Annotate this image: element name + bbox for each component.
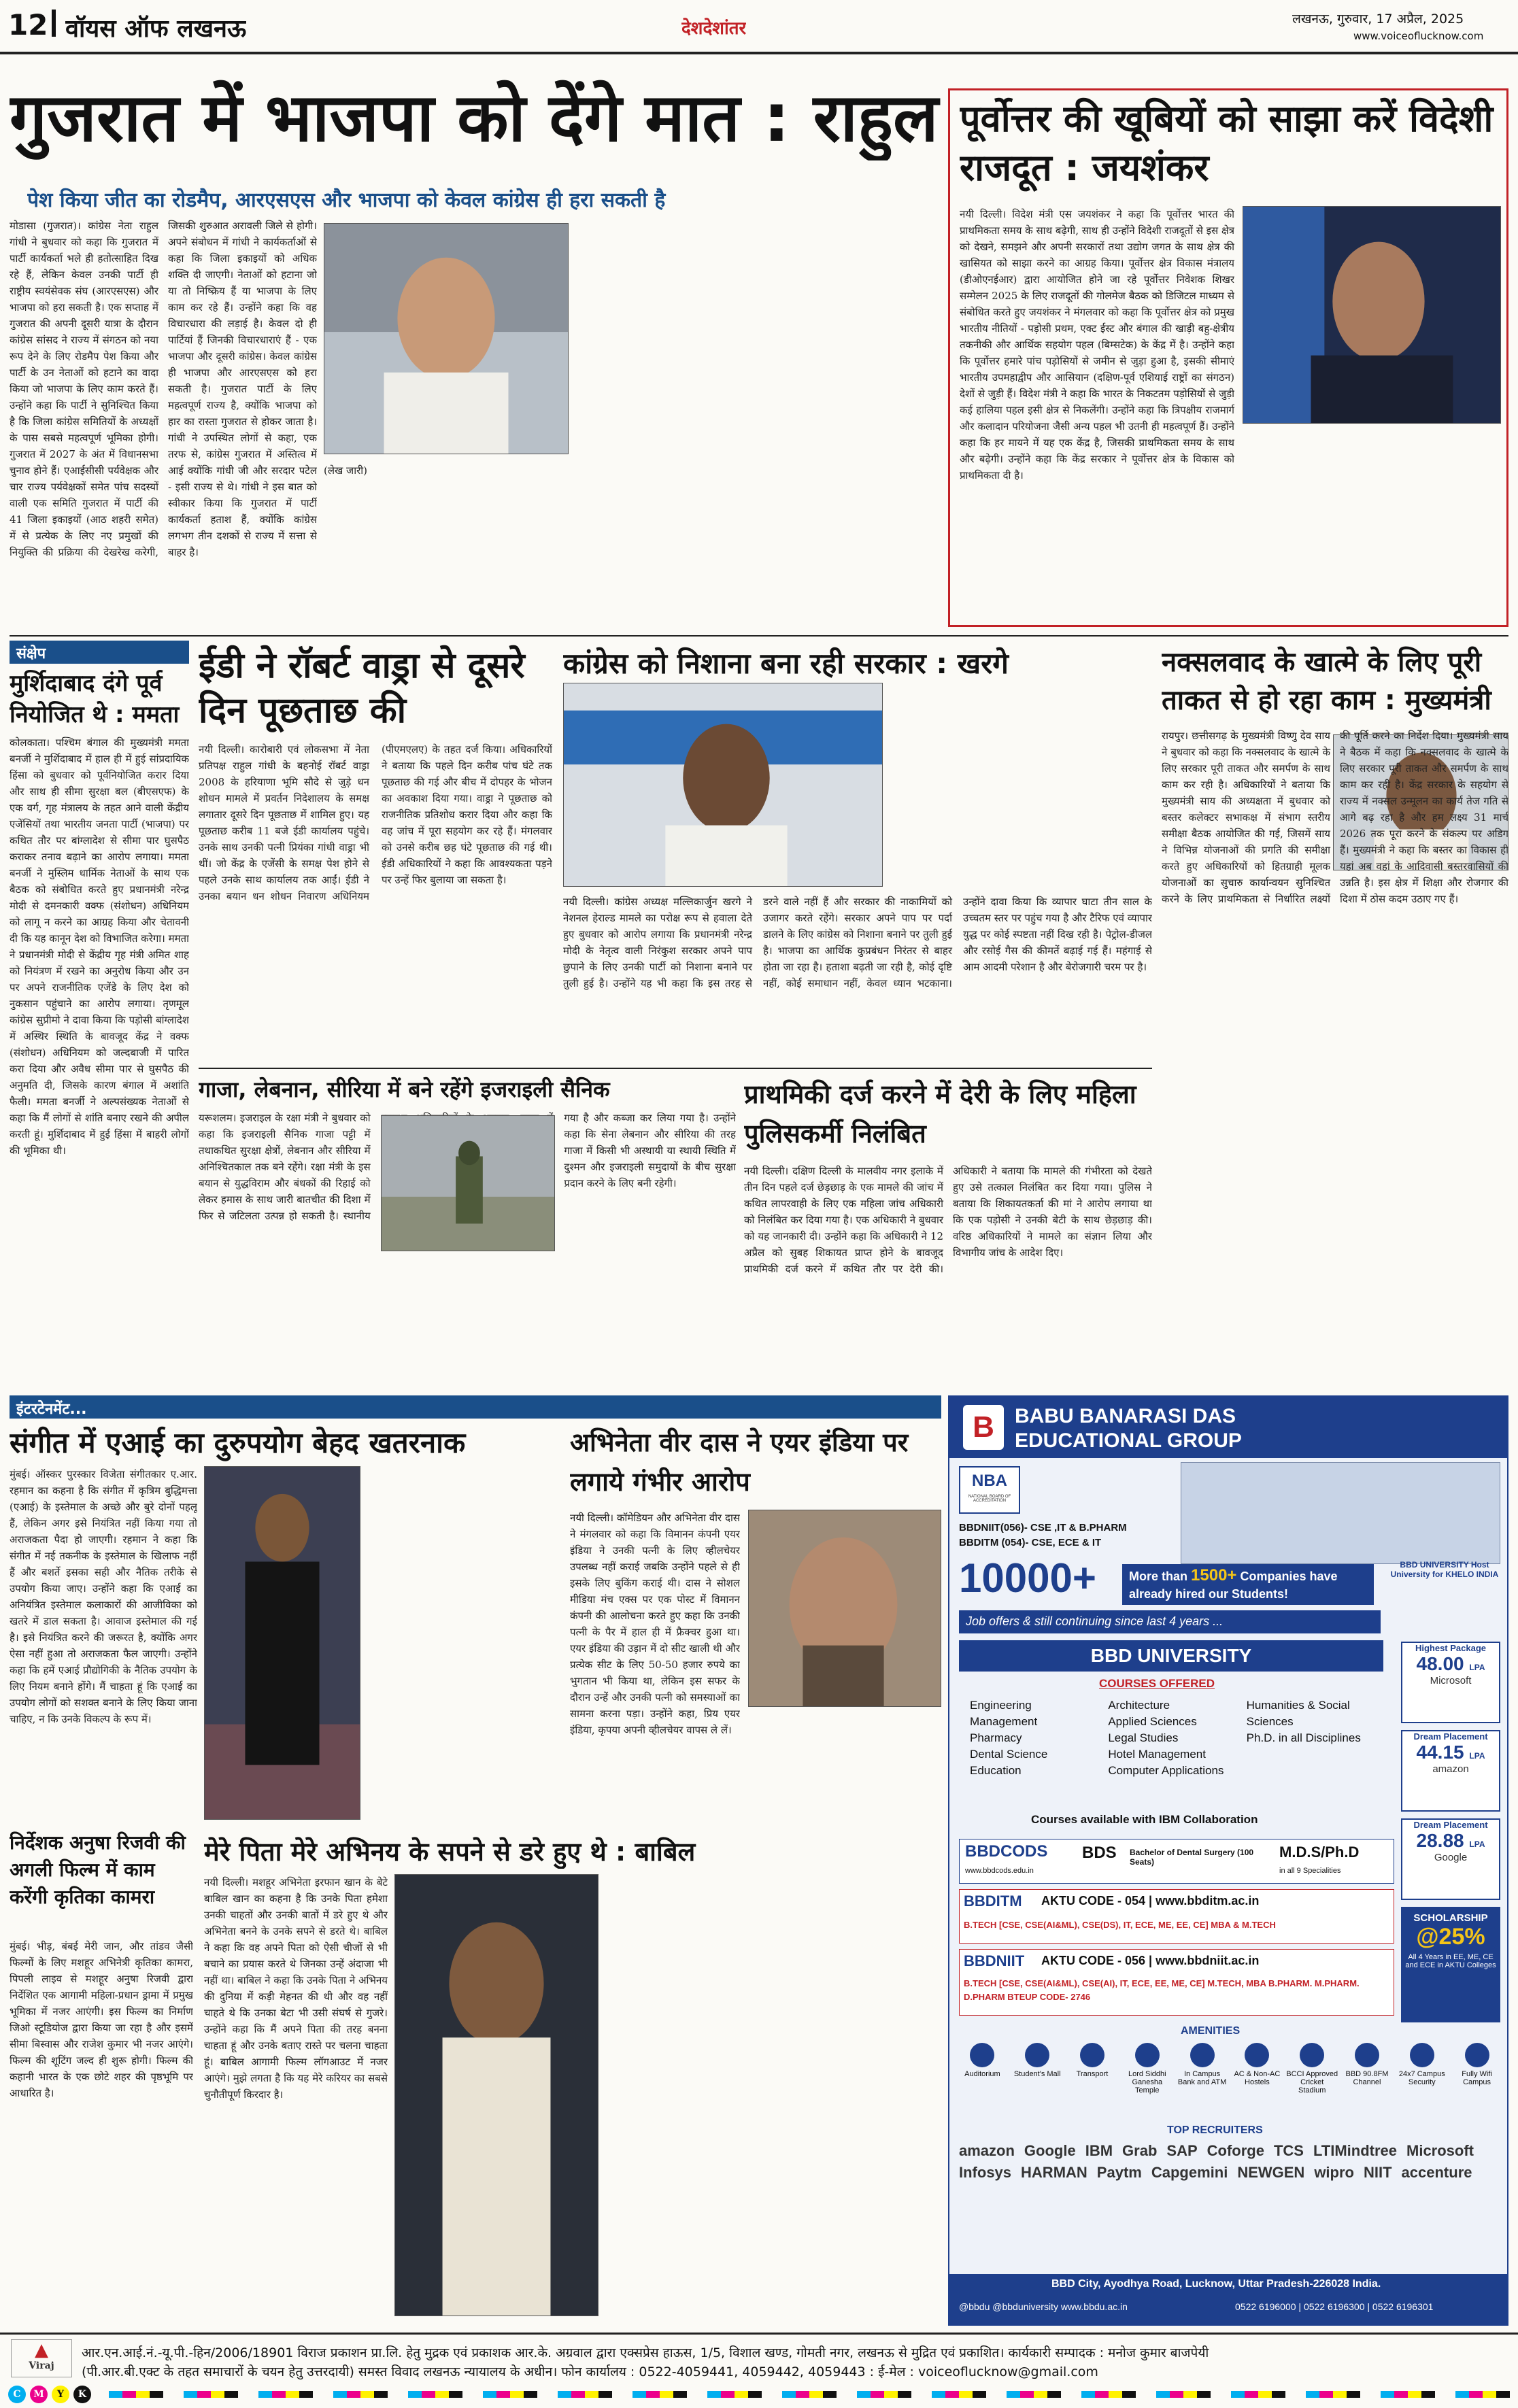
recruiter: Capgemini	[1151, 2164, 1228, 2181]
amenity-label: AC & Non-AC Hostels	[1234, 2070, 1281, 2086]
course-item: Computer Applications	[1108, 1764, 1224, 1777]
package-2-unit: LPA	[1469, 1751, 1485, 1761]
lead-body-right	[577, 218, 930, 626]
page-number: 12	[8, 8, 48, 41]
ad-more-num: 1500+	[1191, 1566, 1237, 1584]
section-name: देशदेशांतर	[681, 18, 747, 39]
recruiter: Google	[1024, 2142, 1076, 2159]
rahul-gandhi-photo	[324, 223, 569, 454]
lead-body-mid	[324, 462, 569, 626]
fir-headline: प्राथमिकी दर्ज करने में देरी के लिए महिला पुलिसकर्मी निलंबित	[744, 1079, 1136, 1149]
amenity-label: BCCI Approved Cricket Stadium	[1286, 2070, 1338, 2095]
bbd-ad[interactable]	[948, 1395, 1508, 2326]
nba-text: NBA	[972, 1472, 1007, 1490]
amenity	[1011, 2043, 1064, 2118]
masthead-site: www.voiceoflucknow.com	[1353, 30, 1484, 42]
recruiter: amazon	[959, 2142, 1015, 2159]
amenity	[1341, 2043, 1394, 2118]
cmyk-m: M	[30, 2386, 48, 2403]
footer-rule	[0, 2333, 1518, 2335]
amenity-label: Fully Wifi Campus	[1462, 2070, 1492, 2086]
amenities-list	[956, 2043, 1503, 2118]
mds-desc: in all 9 Specialities	[1279, 1867, 1341, 1875]
nba-line2: BBDITM (054)- CSE, ECE & IT	[959, 1537, 1102, 1548]
recruiters-list	[959, 2142, 1500, 2224]
amenity-icon	[1410, 2043, 1434, 2067]
bds-desc: Bachelor of Dental Surgery (100 Seats)	[1130, 1848, 1254, 1867]
babil-photo	[394, 1874, 598, 2316]
bbd-logo-icon: B	[963, 1405, 1004, 1450]
recruiter: LTIMindtree	[1313, 2142, 1397, 2159]
mds-title: M.D.S/Ph.D	[1279, 1844, 1360, 1861]
ad-address: BBD City, Ayodhya Road, Lucknow, Uttar Pradesh-226028 India.	[1051, 2278, 1381, 2290]
course-item: Hotel Management	[1108, 1748, 1206, 1761]
amenity	[1451, 2043, 1503, 2118]
jaishankar-photo	[1243, 206, 1501, 424]
ad-more1: More than	[1129, 1570, 1188, 1583]
cmyk-y: Y	[52, 2386, 69, 2403]
package-1	[1401, 1642, 1500, 1723]
ad-khelo: BBD UNIVERSITY Host University for KHELO INDIA	[1390, 1560, 1499, 1579]
soldier-photo	[381, 1115, 555, 1251]
ad-more2: Companies have already hired our Students!	[1129, 1570, 1338, 1601]
package-1-value: 48.00	[1416, 1653, 1464, 1674]
recruiter: IBM	[1085, 2142, 1113, 2159]
ad-ibm: Courses available with IBM Collaboration	[1031, 1813, 1258, 1826]
lead-body-left: मोडासा (गुजरात)। कांग्रेस नेता राहुल गांधी ने बुधवार को कहा कि गुजरात में पार्टी कार्यकर्ता भले ही हतोत्साहित दिख रहे हैं, लेकिन केवल उनकी पार्टी ही राष्ट्रीय स्वयंसेवक संघ (आरएसएस) और भाजपा को हरा सकती है। एक सप्ताह में गुजरात की अपनी दूसरी यात्रा के दौरान कांग्रेस सांसद ने राज्य में संगठन को नया रूप देने के लिए रोडमैप पेश किया और पार्टी के उन नेताओं को हटाने का वादा किया जो भाजपा के लिए काम करते हैं। उन्होंने कहा कि पार्टी ने सुनिश्चित किया है कि जिला कांग्रेस समितियों के अध्यक्षों के पास सबसे महत्वपूर्ण भूमिका होगी। गुजरात में 2027 के अंत में विधानसभा चुनाव होने हैं। एआईसीसी पर्यवेक्षक और चार राज्य पर्यवेक्षकों समेत पांच सदस्यों वाली एक समिति गुजरात में पार्टी की 41 जिला इकाइयों (आठ शहरी समेत) में से प्रत्येक के लिए नए प्रमुखों की नियुक्ति की प्रक्रिया की देखरेख करेगी, जिसकी शुरुआत अरावली जिले से होगी। अपने संबोधन में गांधी ने कार्यकर्ताओं से कहा कि जिला इकाइयों को अधिक शक्ति दी जाएगी। नेताओं को हटाना जो या तो निष्क्रिय हैं या भाजपा के लिए काम कर रहे हैं। उन्होंने कहा कि वह विचारधारा की लड़ाई है। केवल दो ही पार्टियां हैं जिनकी विचारधाराएं हैं - एक भाजपा और दूसरी कांग्रेस। केवल कांग्रेस ही भाजपा और आरएसएस को हरा सकती है। गुजरात पार्टी के लिए महत्वपूर्ण राज्य है, क्योंकि भाजपा को हार का रास्ता गुजरात से होकर जाता है। गांधी ने उपस्थित लोगों से कहा, एक तरफ से, कांग्रेस गुजरात में अस्तित्व में आई क्योंकि गांधी जी और सरदार पटेल - इसी राज्य से थे। गांधी ने इस बात को स्वीकार किया कि गुजरात में पार्टी कार्यकर्ता हताश हैं, क्योंकि कांग्रेस लगभग तीन दशकों से राज्य में सत्ता से बाहर है।	[10, 220, 317, 558]
rahman-body-right	[367, 1466, 560, 1820]
row2-rule	[10, 635, 1508, 637]
amenity-label: Transport	[1076, 2070, 1109, 2078]
naxal-headline: नक्सलवाद के खात्मे के लिए पूरी ताकत से हो रहा काम : मुख्यमंत्री	[1162, 647, 1491, 716]
israel-body: यरूशलम। इजराइल के रक्षा मंत्री ने बुधवार को कहा कि इजराइली सैनिक गाजा पट्टी में तथाकथित सुरक्षा क्षेत्रों, लेबनान और सीरिया में अनिश्चितकाल तक बने रहेंगे। रक्षा मंत्री के इस बयान से युद्धविराम और बंधकों की रिहाई को लेकर हमास के साथ जारी बातचीत की दिशा में फिर से जटिलता उत्पन्न हो सकती है। स्थानीय गया है और कब्जा कर लिया गया है। उन्होंने कहा कि सेना लेबनान और सीरिया की तरह गाजा में किसी भी अस्थायी या स्थायी स्थिति में दुश्मन और इजराइली समुदायों के बीच सुरक्षा प्रदान करने के लिए बनी रहेगी।	[199, 1112, 736, 1222]
israel-headline: गाजा, लेबनान, सीरिया में बने रहेंगे इजराइली सैनिक	[199, 1076, 610, 1102]
scholarship-box	[1401, 1907, 1500, 2022]
amenity-icon	[1135, 2043, 1160, 2067]
bbditm-courses: B.TECH [CSE, CSE(AI&ML), CSE(DS), IT, ECE, ME, EE, CE] MBA & M.TECH	[964, 1920, 1276, 1930]
babil-headline: मेरे पिता मेरे अभिनय के सपने से डरे हुए थे : बाबिल	[204, 1837, 696, 1867]
amenity-label: 24x7 Campus Security	[1398, 2070, 1445, 2086]
bbditm-name: BBDITM	[964, 1893, 1022, 1910]
footer-line1: आर.एन.आई.नं.-यू.पी.-हिन/2006/18901 विराज प्रकाशन प्रा.लि. हेतु मुद्रक एवं प्रकाशक आर.के. अग्रवाल द्वारा एक्सप्रेस हाऊस, 1/5, विशाल खण्ड, गोमती नगर, लखनऊ से मुद्रित एवं प्रकाशित। कार्यकारी सम्पादक : मनोज कुमार बाजपेयी	[82, 2345, 1209, 2360]
amenity	[1066, 2043, 1119, 2118]
brief-body: कोलकाता। पश्चिम बंगाल की मुख्यमंत्री ममता बनर्जी ने मुर्शिदाबाद में हाल ही में हुई सांप्रदायिक हिंसा को बुधवार को पूर्वनियोजित करार दिया और साथ ही सीमा सुरक्षा बल (बीएसएफ) के एक वर्ग, गृह मंत्रालय के तहत आने वाली केंद्रीय एजेंसियों तथा भारतीय जनता पार्टी (भाजपा) पर कथित तौर पर बांग्लादेश से सीमा पार घुसपैठ कराकर तनाव बढ़ाने का आरोप लगाया। ममता बनर्जी ने मुस्लिम धार्मिक नेताओं के साथ एक बैठक को संबोधित करते हुए प्रधानमंत्री नरेन्द्र मोदी से दमनकारी वक्फ (संशोधन) अधिनियम को लागू न करने का आग्रह किया और चेतावनी दी कि यह कानून देश को विभाजित करेगा। ममता ने प्रधानमंत्री मोदी से केंद्रीय गृह मंत्री अमित शाह को नियंत्रण में रखने का अनुरोध किया और उन पर अपने राजनीतिक एजेंडे के लिए देश को नुकसान पहुंचाने का आरोप लगाया। तृणमूल कांग्रेस सुप्रीमो ने दावा किया कि पड़ोसी बांग्लादेश में अस्थिर स्थिति के बावजूद केंद्र ने वक्फ (संशोधन) अधिनियम को जल्दबाजी में पारित करा दिया और अवैध सीमा पार से घुसपैठ की अनुमति दी, जिसके कारण बंगाल में अशांति फैली। ममता बनर्जी ने अल्पसंख्यक नेताओं से कहा कि मैं लोगों से शांति बनाए रखने की अपील करती हूं। मुर्शिदाबाद में हुई हिंसा में बाहरी लोगों की भूमिका थी।	[10, 736, 189, 1157]
viraj-logo-text: Viraj	[29, 2360, 54, 2371]
scholarship-pct: @25%	[1416, 1924, 1485, 1950]
bbditm-row	[959, 1889, 1394, 1944]
kharge-body-right	[891, 683, 1152, 887]
amenity	[1396, 2043, 1448, 2118]
ad-handles: @bbdu @bbduniversity www.bbdu.ac.in	[959, 2301, 1128, 2312]
jaishankar-body-right	[1243, 430, 1501, 614]
package-3	[1401, 1818, 1500, 1900]
jaishankar-body: नयी दिल्ली। विदेश मंत्री एस जयशंकर ने कहा कि पूर्वोत्तर भारत की प्राथमिकता समय के साथ बढ़ेगी, साथ ही उन्होंने विदेशी राजदूतों से इस क्षेत्र को देखने, समझने और अपनी सरकारों तथा उद्योग जगत के साथ क्षेत्र की खासियत को साझा करने का आग्रह किया। पूर्वोत्तर क्षेत्र विकास मंत्रालय (डीओएनईआर) द्वारा आयोजित होने जा रहे पूर्वोत्तर निवेशक शिखर सम्मेलन 2025 के लिए राजदूतों की गोलमेज बैठक को डिजिटल माध्यम से संबोधित करते हुए जयशंकर ने मंगलवार को कहा कि पूर्वोत्तर क्षेत्र को प्रमुख भारतीय नीतियों - पड़ोसी प्रथम, एक्ट ईस्ट और बंगाल की खाड़ी बहु-क्षेत्रीय तकनीकी और आर्थिक सहयोग पहल (बिम्सटेक) के केंद्र में है। उन्होंने कहा कि पूर्वोत्तर हमारे पांच पड़ोसियों से जमीन से जुड़ा हुआ है, इसकी सीमाएं भारतीय उपमहाद्वीप और आसियान (दक्षिण-पूर्व एशियाई राष्ट्रों का संगठन) देशों से जुड़ी हैं। विदेश मंत्री ने कहा कि भारत के निकटतम पड़ोसियों से जुड़ी कई हालिया पहल इसी क्षेत्र से निकलेंगी। उन्होंने कहा कि त्रिपक्षीय राजमार्ग और कलादान परियोजना जैसी अन्य पहल भी उतनी ही महत्वपूर्ण हैं। उन्होंने कहा कि हर मायने में यह एक केंद्र है, जिसकी प्राथमिकता समय के साथ और बढ़ेगी। उन्होंने कहा कि केंद्र सरकार ने पूर्वोत्तर क्षेत्र के विकास को प्राथमिकता दी है।	[960, 208, 1234, 481]
recruiter: Infosys	[959, 2164, 1012, 2181]
lead-subhead: पेश किया जीत का रोडमैप, आरएसएस और भाजपा को केवल कांग्रेस ही हरा सकती है	[27, 188, 666, 212]
ad-big-number: 10000+	[959, 1555, 1096, 1601]
vir-body: नयी दिल्ली। कॉमेडियन और अभिनेता वीर दास ने मंगलवार को कहा कि विमानन कंपनी एयर इंडिया ने उनकी पत्नी के लिए व्हीलचेयर उपलब्ध नहीं कराई जबकि उन्होंने पहले से ही इसके लिए बुकिंग कराई थी। दास ने सोशल मीडिया मंच एक्स पर एक पोस्ट में विमानन कंपनी की आलोचना करते हुए कहा कि उनकी पत्नी के पैर में हाल ही में फ्रैक्चर हुआ था। एयर इंडिया की उड़ान में दो सीट खाली थी और प्रत्येक सीट के लिए 50-50 हजार रुपये का भुगतान भी किया था, लेकिन इस सफर के दौरान उन्हें और उनकी पत्नी को समस्याओं का सामना करना पड़ा। उन्होंने कहा, प्रिय एयर इंडिया, कृपया अपनी व्हीलचेयर वापस ले लें।	[570, 1512, 740, 1736]
recruiter: HARMAN	[1021, 2164, 1087, 2181]
package-1-company: Microsoft	[1430, 1675, 1472, 1686]
scholarship-label: SCHOLARSHIP	[1413, 1912, 1488, 1924]
nba-sub: NATIONAL BOARD OF ACCREDITATION	[968, 1495, 1011, 1503]
kharge-body: नयी दिल्ली। कांग्रेस अध्यक्ष मल्लिकार्जुन खरगे ने नेशनल हेराल्ड मामले का परोक्ष रूप से हवाला देते हुए बुधवार को आरोप लगाया कि प्रधानमंत्री नरेन्द्र मोदी के नेतृत्व वाली निरंकुश सरकार अपने पाप छुपाने के लिए उनकी पार्टी को निशाना बनाने पर तुली हुई है। उन्होंने यह भी कहा कि इस तरह से डरने वाले नहीं हैं और सरकार की नाकामियों को उजागर करते रहेंगे। सरकार अपने पाप पर पर्दा डालने के लिए कांग्रेस को निशाना बनाने पर तुली हुई है। भाजपा का आर्थिक कुप्रबंधन निरंतर से बाहर होता जा रहा है। हताशा बढ़ती जा रही है, कोई दृष्टि नहीं, कोई समाधान नहीं, केवल ध्यान भटकाना। उन्होंने दावा किया कि व्यापार घाटा तीन साल के उच्चतम स्तर पर पहुंच गया है और टैरिफ एवं व्यापार युद्ध पर कोई स्पष्टता नहीं दिख रही है। पेट्रोल-डीजल और रसोई गैस की कीमतें बढ़ाई गई हैं। महंगाई से आम आदमी परेशान है और बेरोजगारी चरम पर है।	[563, 896, 1152, 989]
masthead	[0, 0, 1518, 65]
bbdcods-name: BBDCODS	[965, 1842, 1048, 1861]
footer-line2: (पी.आर.बी.एक्ट के तहत समाचारों के चयन हेतु उत्तरदायी) समस्त विवाद लखनऊ न्यायालय के अधीन। फोन कार्यालय : 0522-4059441, 4059442, 4059443 : ई-मेल : voiceoflucknow@gmail.com	[82, 2364, 1098, 2379]
anusha-headline: निर्देशक अनुषा रिजवी की अगली फिल्म में काम करेंगी कृतिका कामरा	[10, 1831, 186, 1908]
cmyk-strip	[0, 2384, 1518, 2405]
course-item: Humanities & Social Sciences	[1246, 1699, 1350, 1728]
vadra-headline: ईडी ने रॉबर्ट वाड्रा से दूसरे दिन पूछताछ की	[199, 645, 525, 731]
recruiter: Grab	[1122, 2142, 1158, 2159]
course-item: Architecture	[1108, 1699, 1170, 1712]
ad-courses	[970, 1697, 1378, 1806]
nba-badge	[959, 1466, 1020, 1514]
package-1-label: Highest Package	[1415, 1643, 1487, 1653]
amenity	[1231, 2043, 1283, 2118]
package-1-unit: LPA	[1469, 1663, 1485, 1672]
vadra-body: नयी दिल्ली। कारोबारी एवं लोकसभा में नेता प्रतिपक्ष राहुल गांधी के बहनोई रॉबर्ट वाड्रा 2008 के हरियाणा भूमि सौदे से जुड़े धन शोधन मामले में प्रवर्तन निदेशालय के समक्ष लगातार दूसरे दिन पूछताछ में शामिल हुए। यह पूछताछ करीब 11 बजे ईडी कार्यालय पहुंचे। उनके साथ उनकी पत्नी प्रियंका गांधी वाड्रा भी थीं। जो केंद्र के एजेंसी के समक्ष पेश होने से पहले उनके साथ कार्यालय तक आईं। ईडी ने उनका बयान धन शोधन निवारण अधिनियम (पीएमएलए) के तहत दर्ज किया। अधिकारियों ने बताया कि पहले दिन करीब पांच घंटे तक पूछताछ की गई और बीच में दोपहर के भोजन का अवकाश दिया गया। वाड्रा ने पूछताछ को राजनीतिक प्रतिशोध करार दिया और कहा कि वह जांच में पूरा सहयोग कर रहे हैं। मंगलवार को उनसे करीब छह घंटे पूछताछ की गई थी। ईडी अधिकारियों ने कहा कि आवश्यकता पड़ने पर उन्हें फिर बुलाया जा सकता है।	[199, 743, 552, 902]
package-3-label: Dream Placement	[1413, 1820, 1488, 1830]
amenity-label: Student's Mall	[1013, 2070, 1061, 2078]
ad-brand2: EDUCATIONAL GROUP	[1015, 1429, 1242, 1452]
amenities-title: AMENITIES	[1181, 2025, 1241, 2037]
registration-marks	[109, 2391, 1518, 2398]
amenity-icon	[1190, 2043, 1215, 2067]
course-item: Ph.D. in all Disciplines	[1246, 1731, 1361, 1744]
recruiter: accenture	[1401, 2164, 1472, 2181]
course-item: Applied Sciences	[1108, 1715, 1197, 1728]
course-item: Management	[970, 1715, 1038, 1728]
amenity-icon	[1025, 2043, 1049, 2067]
amenity-icon	[1080, 2043, 1104, 2067]
recruiter: Microsoft	[1406, 2142, 1474, 2159]
anusha-body: मुंबई। भीड़, बंबई मेरी जान, और तांडव जैसी फिल्मों के लिए मशहूर अभिनेत्री कृतिका कामरा, पिपली लाइव से मशहूर अनुषा रिजवी द्वारा निर्देशित एक आगामी महिला-प्रधान ड्रामा में प्रमुख भूमिका में नजर आएंगी। इस फिल्म का निर्माण जिओ स्टूडियोज द्वारा किया जा रहा है और इसमें सीमा बिस्वास और राजेश कुमार भी नजर आएंगे। फिल्म की शूटिंग जल्द ही शुरू होगी। फिल्म की कहानी भारत के एक छोटे शहर की पृष्ठभूमि पर आधारित है।	[10, 1940, 193, 2099]
package-2	[1401, 1730, 1500, 1812]
bbdniit-code: AKTU CODE - 056 | www.bbdniit.ac.in	[1041, 1954, 1260, 1967]
bbditm-code: AKTU CODE - 054 | www.bbditm.ac.in	[1041, 1894, 1260, 1907]
cmyk-c: C	[8, 2386, 26, 2403]
ad-univ-banner: BBD UNIVERSITY	[959, 1640, 1383, 1672]
course-item: Education	[970, 1764, 1022, 1777]
fir-body: नयी दिल्ली। दक्षिण दिल्ली के मालवीय नगर इलाके में तीन दिन पहले दर्ज छेड़छाड़ के एक मामले की जांच में कथित लापरवाही के लिए एक महिला जांच अधिकारी को निलंबित कर दिया गया है। एक अधिकारी ने बुधवार को यह जानकारी दी। उन्होंने कहा कि अधिकारी ने 12 अप्रैल को सुबह शिकायत प्राप्त होने के बावजूद प्राथमिकी दर्ज करने में कथित तौर पर देरी की। अधिकारी ने बताया कि मामले की गंभीरता को देखते हुए उसे तत्काल निलंबित कर दिया गया। पुलिस ने बताया कि शिकायतकर्ता की मां ने आरोप लगाया था कि एक पड़ोसी ने उनकी बेटी के साथ छेड़छाड़ की। वरिष्ठ अधिकारियों ने मामले का संज्ञान लिया और विभागीय जांच के आदेश दिए।	[744, 1165, 1152, 1275]
babil-body-right	[607, 1874, 941, 2316]
brief-headline: मुर्शिदाबाद दंगे पूर्व नियोजित थे : ममता	[10, 670, 180, 728]
masthead-rule	[0, 52, 1518, 54]
rahman-photo	[204, 1466, 360, 1820]
bbdcods-row	[959, 1839, 1394, 1884]
ad-campus-photo	[1181, 1462, 1500, 1564]
vir-das-photo	[748, 1510, 941, 1707]
ad-courses-title: COURSES OFFERED	[1099, 1677, 1215, 1690]
amenity-icon	[1465, 2043, 1489, 2067]
jaishankar-box	[948, 88, 1508, 627]
ad-more-banner	[1122, 1564, 1374, 1605]
package-2-value: 44.15	[1416, 1742, 1464, 1763]
package-3-value: 28.88	[1416, 1830, 1464, 1851]
ad-phone: 0522 6196000 | 0522 6196300 | 0522 6196301	[1235, 2301, 1434, 2312]
recruiter: NEWGEN	[1237, 2164, 1305, 2181]
cmyk-k: K	[73, 2386, 91, 2403]
recruiter: TCS	[1273, 2142, 1304, 2159]
bds-title: BDS	[1082, 1844, 1117, 1862]
recruiter: SAP	[1166, 2142, 1198, 2159]
amenity-label: BBD 90.8FM Channel	[1345, 2070, 1389, 2086]
masthead-date: लखनऊ, गुरुवार, 17 अप्रैल, 2025	[1292, 12, 1464, 27]
recruiter: NIIT	[1363, 2164, 1392, 2181]
course-item: Dental Science	[970, 1748, 1048, 1761]
amenity	[1176, 2043, 1228, 2118]
recruiter: wipro	[1314, 2164, 1354, 2181]
ad-brand: BABU BANARASI DAS	[1015, 1405, 1236, 1427]
amenity-icon	[1245, 2043, 1269, 2067]
rahman-headline: संगीत में एआई का दुरुपयोग बेहद खतरनाक	[10, 1426, 466, 1459]
recruiter: Coforge	[1207, 2142, 1264, 2159]
package-3-company: Google	[1434, 1852, 1468, 1863]
recruiter: Paytm	[1096, 2164, 1142, 2181]
ad-footer	[949, 2274, 1508, 2326]
amenity	[1121, 2043, 1173, 2118]
ad-tagline: Job offers & still continuing since last 4 years ...	[959, 1610, 1381, 1633]
kharge-headline: कांग्रेस को निशाना बना रही सरकार : खरगे	[563, 647, 1009, 680]
bbdcods-site: www.bbdcods.edu.in	[965, 1867, 1034, 1875]
vir-headline: अभिनेता वीर दास ने एयर इंडिया पर लगाये गंभीर आरोप	[570, 1427, 909, 1497]
bbdniit-courses: B.TECH [CSE, CSE(AI&ML), CSE(AI), IT, ECE, EE, ME, CE] M.TECH, MBA B.PHARM. M.PHARM. D.PHARM BTEUP CODE- 2746	[964, 1978, 1360, 2002]
amenity-label: In Campus Bank and ATM	[1177, 2070, 1227, 2086]
brief-tag: संक्षेप	[10, 641, 189, 664]
rahman-body: मुंबई। ऑस्कर पुरस्कार विजेता संगीतकार ए.आर. रहमान का कहना है कि संगीत में कृत्रिम बुद्धिमत्ता (एआई) के इस्तेमाल के अच्छे और बुरे दोनों पहलू हैं, लेकिन अगर इसे नियंत्रित नहीं किया गया तो अराजकता पैदा हो जाएगी। रहमान ने कहा कि संगीत में नई तकनीक के इस्तेमाल के खिलाफ नहीं हैं और बशर्ते इसका सही और नैतिक तरीके से उपयोग किया जाए। उन्होंने कहा कि एआई का अनियंत्रित इस्तेमाल कलाकारों की आजीविका को खतरे में डाल सकता है। आवाज इस्तेमाल की गई है। इसे नियंत्रित करने की जरूरत है, क्योंकि अगर ऐसा नहीं हुआ तो अराजकता फैल जाएगी। उन्होंने कहा कि हमें एआई प्रौद्योगिकी के नैतिक उपयोग के लिए नियम बनाने होंगे। मैं चाहता हूं कि एआई का उपयोग लोगों को सशक्त बनाने के लिए किया जाना चाहिए, न कि उनके विकल्प के रूप में।	[10, 1468, 197, 1725]
naxal-body: रायपुर। छत्तीसगढ़ के मुख्यमंत्री विष्णु देव साय ने बुधवार को कहा कि नक्सलवाद के खात्मे के लिए सरकार पूरी ताकत और समर्पण के साथ काम कर रही है। अधिकारियों ने बताया कि मुख्यमंत्री साय की अध्यक्षता में बुधवार को बस्तर कलेक्टर सभाकक्ष में संभाग स्तरीय समीक्षा बैठक आयोजित की गई, जिसमें साय ने विभिन्न योजनाओं की प्रगति की समीक्षा करते हुए अधिकारियों को हितग्राही मूलक योजनाओं का सुचारु कार्यान्वयन सुनिश्चित करने के लिए प्राथमिकता से निर्धारित लक्ष्यों की पूर्ति करने का निर्देश दिया। मुख्यमंत्री साय ने बैठक में कहा कि नक्सलवाद के खात्मे के लिए सरकार पूरी ताकत और समर्पण के साथ काम कर रही है। केंद्र सरकार के सहयोग से राज्य में नक्सल उन्मूलन का कार्य तेज गति से आगे बढ़ रहा है और हम लक्ष्य 31 मार्च 2026 तक पूरा करने के संकल्प पर अडिग हैं। मुख्यमंत्री ने कहा कि बस्तर का विकास ही यहां अब वहां के आदिवासी बस्तरवासियों की उन्नति है। इस क्षेत्र में शिक्षा और रोजगार की दिशा में ठोस कदम उठाए गए हैं।	[1162, 730, 1508, 905]
course-item: Pharmacy	[970, 1731, 1022, 1744]
package-3-unit: LPA	[1469, 1839, 1485, 1849]
lead-headline: गुजरात में भाजपा को देंगे मात : राहुल	[10, 80, 939, 157]
bbdniit-row	[959, 1949, 1394, 2016]
package-2-company: amazon	[1432, 1763, 1469, 1775]
amenity-label: Lord Siddhi Ganesha Temple	[1128, 2070, 1166, 2095]
bbdniit-name: BBDNIIT	[964, 1952, 1025, 1969]
nba-line1: BBDNIIT(056)- CSE ,IT & B.PHARM	[959, 1522, 1127, 1533]
amenity-icon	[970, 2043, 994, 2067]
course-item: Engineering	[970, 1699, 1032, 1712]
kharge-photo	[563, 683, 883, 887]
amenity	[956, 2043, 1009, 2118]
page-number-bar	[52, 10, 56, 37]
amenity-icon	[1300, 2043, 1324, 2067]
lead-body-mid-text: (लेख जारी)	[324, 464, 367, 477]
scholarship-note: All 4 Years in EE, ME, CE and ECE in AKTU Colleges	[1405, 1953, 1496, 1969]
amenity-icon	[1355, 2043, 1379, 2067]
entertainment-tag: इंटरटेनमेंट...	[10, 1395, 941, 1419]
amenity-label: Auditorium	[964, 2070, 1000, 2078]
recruiters-title: TOP RECRUITERS	[1167, 2124, 1263, 2136]
babil-body: नयी दिल्ली। मशहूर अभिनेता इरफान खान के बेटे बाबिल खान का कहना है कि उनके पिता हमेशा उनकी चाहतों और उनकी बातों में डरे हुए थे और अभिनेता बनने के उनके सपने से डरते थे। बाबिल ने कहा कि वह अपने पिता को ऐसी चीजों से भी बचाने का प्रयास करते थे जिनका उन्हें अंदाजा भी नहीं था। बाबिल ने कहा कि उनके पिता ने अभिनय की दुनिया में कड़ी मेहनत की थी और वह नहीं चाहते थे कि उनका बेटा भी उसी संघर्ष से गुजरे। उन्होंने कहा कि मैं अपने पिता की तरह बनना चाहता हूं और उनके बताए रास्ते पर चलना चाहता हूं। बाबिल आगामी फिल्म लॉगआउट में नजर आएंगे। मुझे लगता है कि यह मेरे करियर का सबसे चुनौतीपूर्ण किरदार है।	[204, 1876, 388, 2101]
israel-rule	[199, 1068, 1152, 1069]
jaishankar-headline: पूर्वोत्तर की खूबियों को साझा करें विदेशी राजदूत : जयशंकर	[960, 97, 1494, 189]
paper-name: वॉयस ऑफ लखनऊ	[65, 15, 247, 43]
package-2-label: Dream Placement	[1413, 1731, 1488, 1742]
viraj-logo: ▲ Viraj	[11, 2339, 72, 2377]
amenity	[1286, 2043, 1338, 2118]
course-item: Legal Studies	[1108, 1731, 1179, 1744]
